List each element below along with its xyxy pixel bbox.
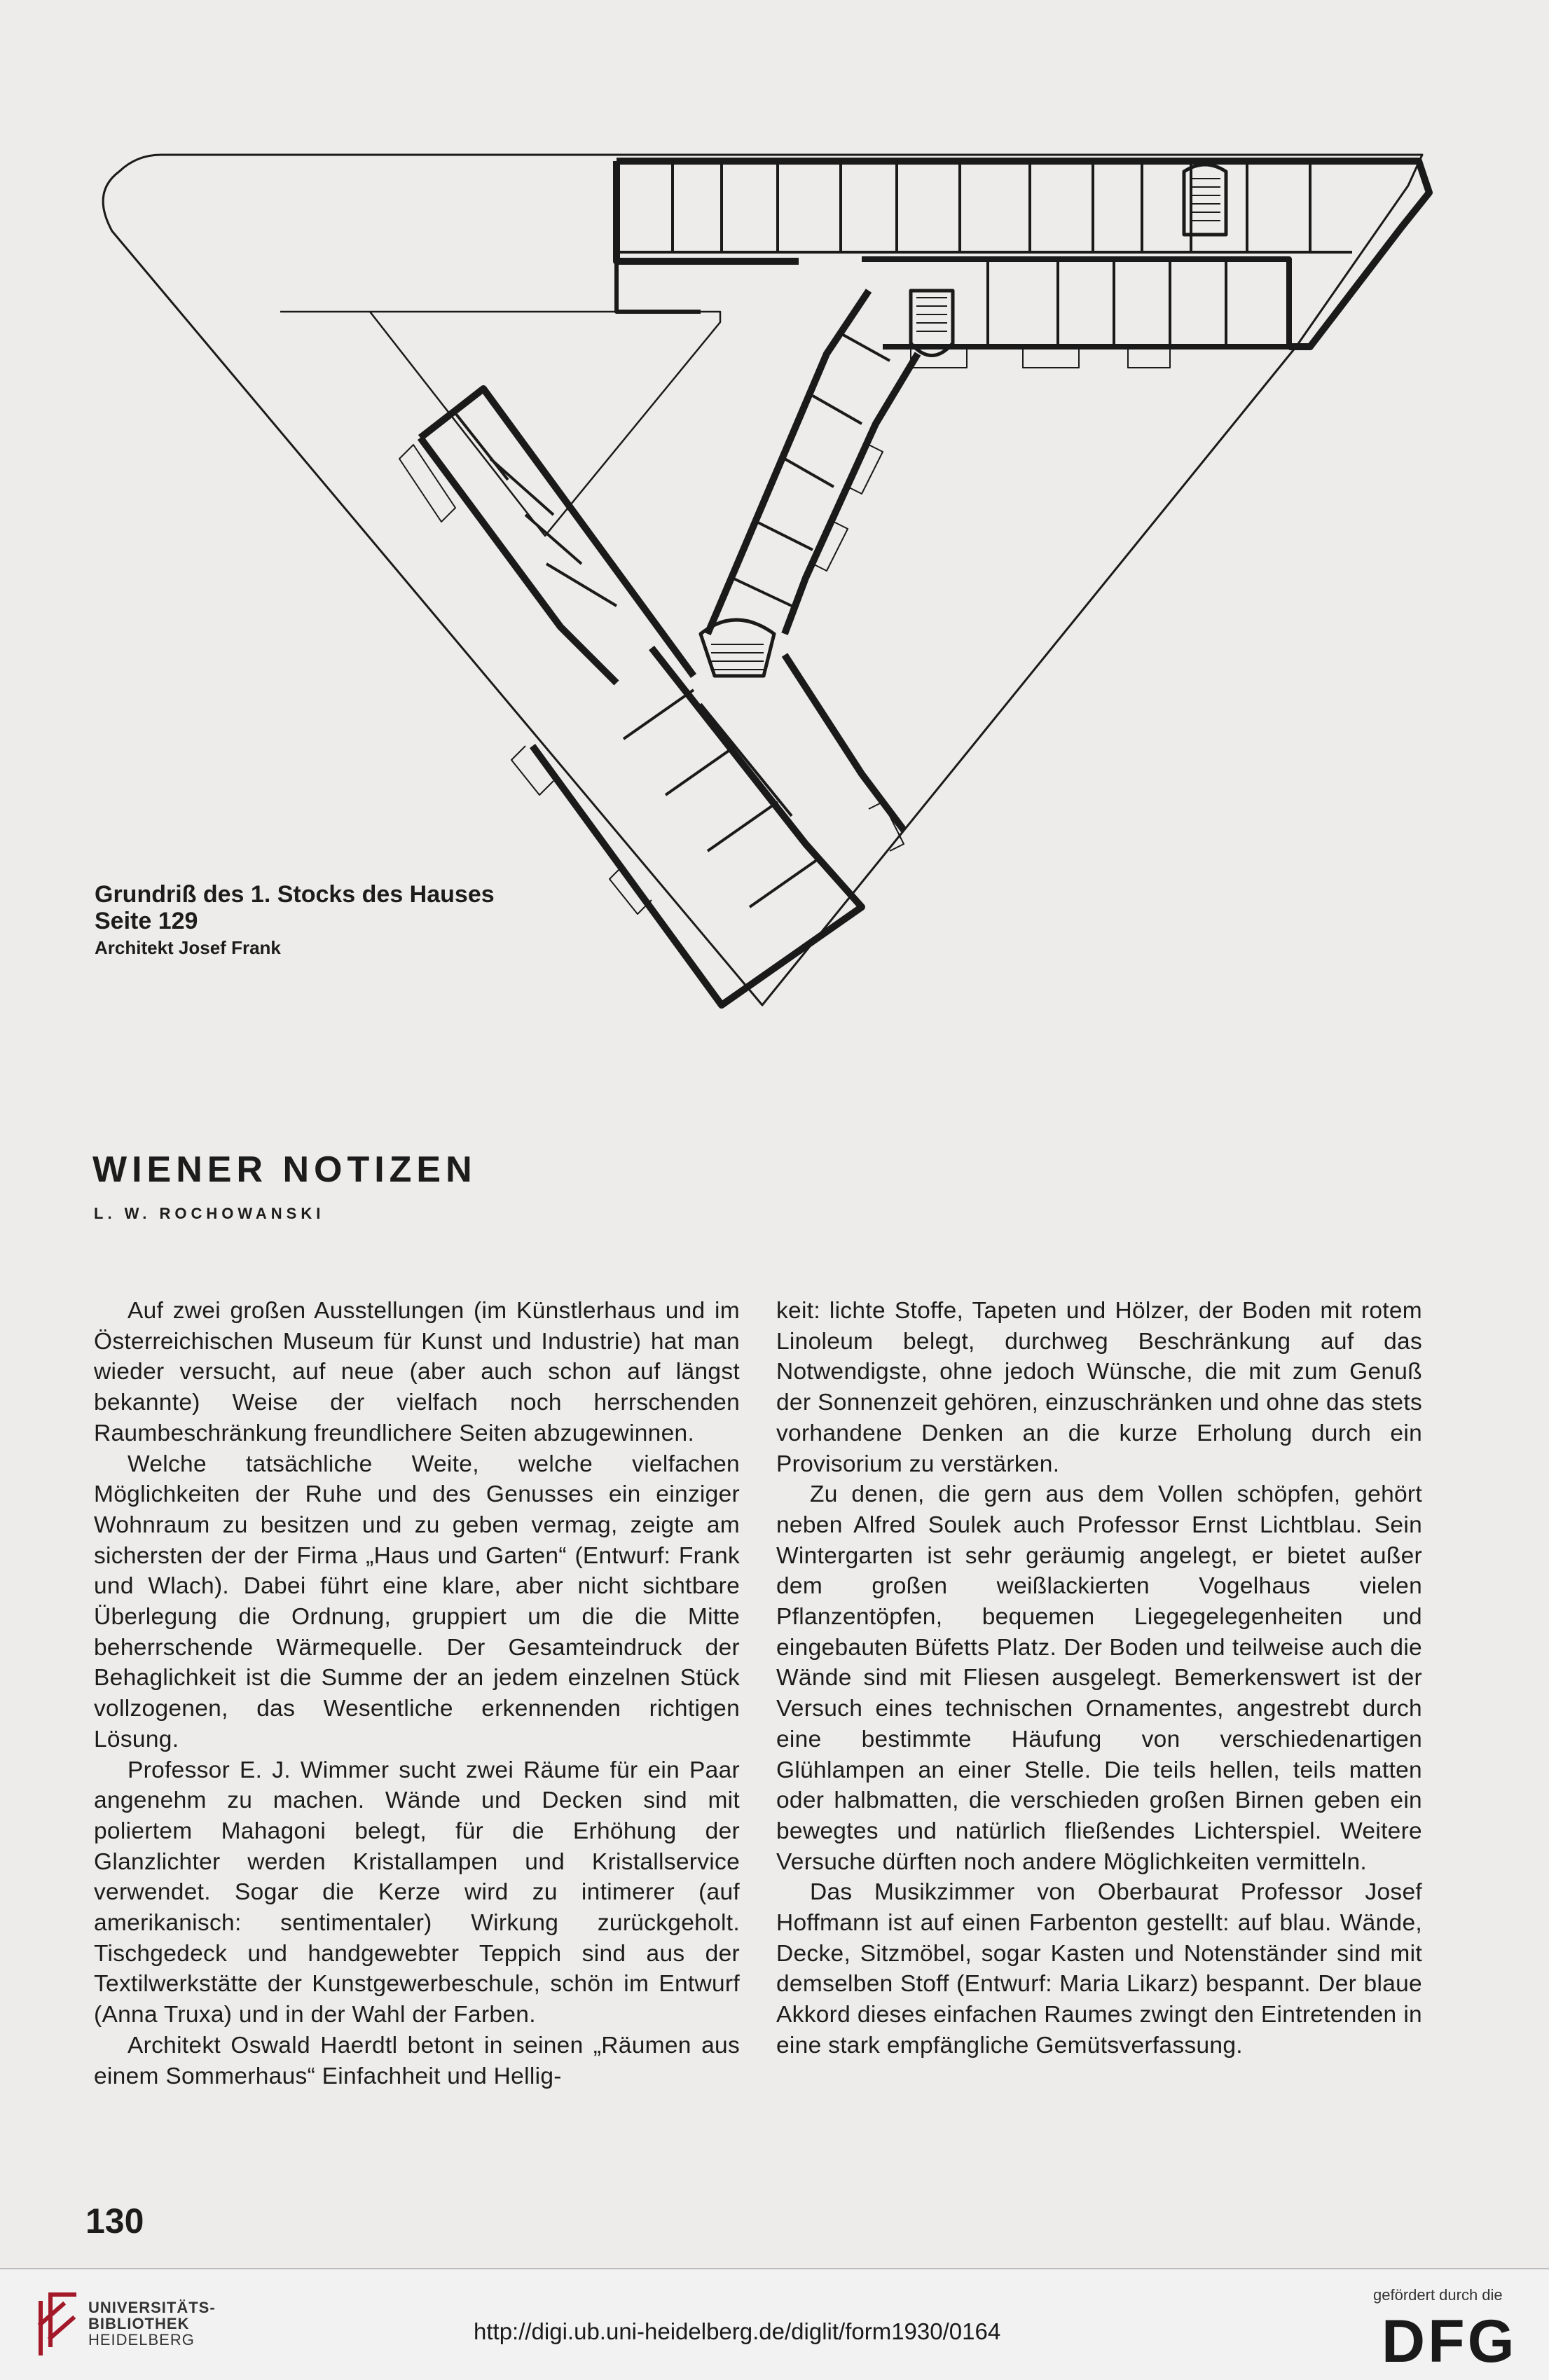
paragraph: Das Musikzimmer von Oberbaurat Professor Josef Hoffmann ist auf einen Farbenton gestellt: auf blau. Wände, Decke, Sitzmöbel, sogar Kasten und Notenständer sind mit demselben Stoff (Entwurf: Maria Likarz) bespannt. Der blaue Akkord dieses einfachen Raumes zwingt den Eintretenden in eine stark empfängliche Gemütsverfassung. <box>776 1879 1422 2059</box>
library-name <box>88 2299 216 2348</box>
dfg-logo-text: DFG <box>1382 2313 1517 2369</box>
right-text-column <box>776 1296 1422 2061</box>
paragraph: Welche tatsächliche Weite, welche vielfachen Möglichkeiten der Ruhe und des Genusses ein einziger Wohnraum zu besitzen und zu geben vermag, zeigte am sichersten der der Firma „Haus und Garten“ (Entwurf: Frank und Wlach). Dabei führt eine klare, aber nicht sichtbare Überlegung die Ordnung, gruppiert um die die Mitte beherrschende Wärmequelle. Der Gesamteindruck der Behaglichkeit ist die Summe der an jedem einzelnen Stück vollzogenen, das Wesentliche erkennenden richtigen Lösung. <box>94 1451 740 1752</box>
caption-architect: Architekt Josef Frank <box>95 937 281 958</box>
paragraph: Auf zwei großen Ausstellungen (im Künstlerhaus und im Österreichischen Museum für Kunst und Industrie) hat man wieder versucht, auf neue (aber auch schon auf längst bekannte) Weise der vielfach noch herrschenden Raumbeschränkung freundlichere Seiten abzugewinnen. <box>94 1298 740 1446</box>
paragraph: Architekt Oswald Haerdtl betont in seinen „Räumen aus einem Sommerhaus“ Einfachheit und Hellig- <box>94 2032 740 2089</box>
page-number: 130 <box>85 2201 144 2241</box>
university-library-logo-icon <box>35 2289 80 2359</box>
caption-page-ref: Seite 129 <box>95 908 198 934</box>
paragraph: keit: lichte Stoffe, Tapeten und Hölzer, der Boden mit rotem Linoleum belegt, durchweg Beschränkung auf das Notwendigste, ohne jedoch Wünsche, die mit zum Genuß der Sonnenzeit gehören, einzuschränken und ohne das stets vorhandene Denken an die kurze Erholung durch ein Provisorium zu verstärken. <box>776 1298 1422 1477</box>
library-name-line: BIBLIOTHEK <box>88 2315 190 2332</box>
left-text-column <box>94 1296 740 2091</box>
caption-title: Grundriß des 1. Stocks des Hauses <box>95 881 495 908</box>
library-name-line: UNIVERSITÄTS- <box>88 2299 216 2316</box>
article-author: L. W. ROCHOWANSKI <box>94 1205 325 1222</box>
paragraph: Zu denen, die gern aus dem Vollen schöpfen, gehört neben Alfred Soulek auch Professor Ernst Lichtblau. Sein Wintergarten ist sehr geräumig angelegt, er bietet außer dem großen weißlackierten Vogelhaus vielen Pflanzentöpfen, bequemen Liegegelegenheiten und eingebauten Büfetts Platz. Der Boden und teilweise auch die Wände sind mit Fliesen ausgelegt. Bemerkenswert ist der Versuch eines technischen Ornamentes, angestrebt durch eine bestimmte Häufung von verschiedenartigen Glühlampen an einer Stelle. Die teils hellen, teils matten oder halbmatten, die verschieden großen Birnen geben ein bewegtes und natürlich fließendes Lichterspiel. Weitere Versuche dürften noch andere Möglichkeiten vermitteln. <box>776 1481 1422 1875</box>
dfg-logo-icon <box>1382 2313 1522 2369</box>
library-name-line: HEIDELBERG <box>88 2331 195 2348</box>
paragraph: Professor E. J. Wimmer sucht zwei Räume für ein Paar angenehm zu machen. Wände und Decken sind mit poliertem Mahagoni belegt, für die Erhöhung der Glanzlichter werden Kristallampen und Kristallservice verwendet. Sogar die Kerze wird zu intimerer (auf amerikanisch: sentimentaler) Wirkung zurückgeholt. Tischgedeck und handgewebter Teppich sind aus der Textilwerkstätte der Kunstgewerbeschule, schön im Entwurf (Anna Truxa) und in der Wahl der Farben. <box>94 1757 740 2028</box>
figure-caption <box>95 881 495 961</box>
article-title: WIENER NOTIZEN <box>92 1149 477 1190</box>
dfg-support-text: gefördert durch die <box>1373 2286 1503 2304</box>
permalink-url[interactable]: http://digi.ub.uni-heidelberg.de/diglit/form1930/0164 <box>474 2318 1001 2344</box>
